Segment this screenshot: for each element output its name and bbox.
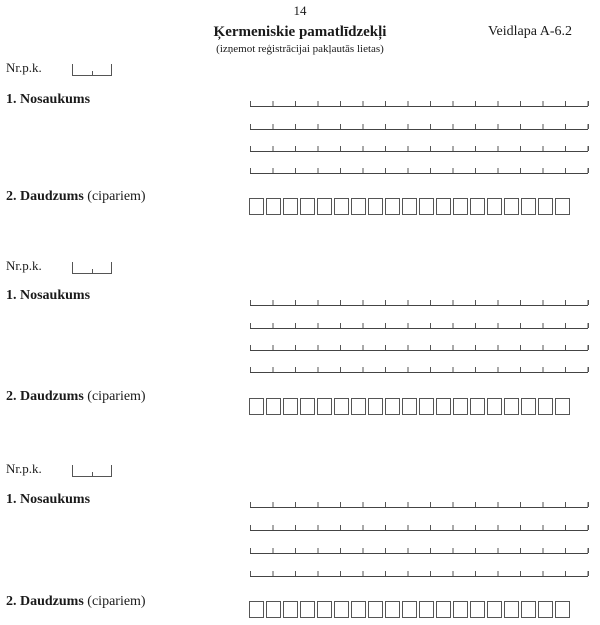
qty-digit-cell[interactable] xyxy=(317,198,332,215)
entry-2-qty-label-rest: (cipariem) xyxy=(83,389,146,404)
qty-digit-cell[interactable] xyxy=(283,398,298,415)
qty-digit-cell[interactable] xyxy=(385,398,400,415)
qty-digit-cell[interactable] xyxy=(249,601,264,618)
qty-digit-cell[interactable] xyxy=(266,198,281,215)
qty-digit-cell[interactable] xyxy=(436,398,451,415)
qty-digit-cell[interactable] xyxy=(334,601,349,618)
qty-digit-cell[interactable] xyxy=(436,601,451,618)
qty-digit-cell[interactable] xyxy=(487,198,502,215)
qty-digit-cell[interactable] xyxy=(351,198,366,215)
qty-digit-cell[interactable] xyxy=(538,601,553,618)
qty-digit-cell[interactable] xyxy=(300,398,315,415)
entry-2-name-line-1[interactable] xyxy=(250,295,588,306)
entry-3-qty-label-rest: (cipariem) xyxy=(83,594,146,609)
qty-digit-cell[interactable] xyxy=(538,198,553,215)
qty-digit-cell[interactable] xyxy=(555,198,570,215)
qty-digit-cell[interactable] xyxy=(317,601,332,618)
qty-digit-cell[interactable] xyxy=(555,398,570,415)
qty-digit-cell[interactable] xyxy=(402,198,417,215)
qty-digit-cell[interactable] xyxy=(249,398,264,415)
form-code: Veidlapa A-6.2 xyxy=(488,24,572,39)
qty-digit-cell[interactable] xyxy=(521,398,536,415)
qty-digit-cell[interactable] xyxy=(351,398,366,415)
entry-2-qty-label-bold: 2. Daudzums xyxy=(6,389,84,404)
entry-2-qty-digit-boxes[interactable] xyxy=(249,398,570,415)
qty-digit-cell[interactable] xyxy=(283,601,298,618)
entry-3-nr-input[interactable] xyxy=(72,465,112,477)
form-subtitle: (izņemot reģistrācijai pakļautās lietas) xyxy=(216,43,384,55)
entry-2-name-line-2[interactable] xyxy=(250,318,588,329)
qty-digit-cell[interactable] xyxy=(351,601,366,618)
qty-digit-cell[interactable] xyxy=(334,398,349,415)
entry-3-name-line-3[interactable] xyxy=(250,543,588,554)
entry-3-name-line-4[interactable] xyxy=(250,566,588,577)
qty-digit-cell[interactable] xyxy=(470,398,485,415)
qty-digit-cell[interactable] xyxy=(487,398,502,415)
qty-digit-cell[interactable] xyxy=(419,398,434,415)
qty-digit-cell[interactable] xyxy=(521,198,536,215)
qty-digit-cell[interactable] xyxy=(538,398,553,415)
qty-digit-cell[interactable] xyxy=(453,398,468,415)
entry-2-nr-label: Nr.p.k. xyxy=(6,258,42,273)
qty-digit-cell[interactable] xyxy=(453,601,468,618)
form-title: Ķermeniskie pamatlīdzekļi xyxy=(213,24,387,40)
qty-digit-cell[interactable] xyxy=(300,198,315,215)
entry-1-name-line-1[interactable] xyxy=(250,96,588,107)
qty-digit-cell[interactable] xyxy=(266,398,281,415)
qty-digit-cell[interactable] xyxy=(368,198,383,215)
entry-1-qty-label xyxy=(6,189,146,205)
qty-digit-cell[interactable] xyxy=(368,601,383,618)
entry-2-qty-label xyxy=(6,389,146,405)
qty-digit-cell[interactable] xyxy=(419,601,434,618)
qty-digit-cell[interactable] xyxy=(504,398,519,415)
entry-1-qty-digit-boxes[interactable] xyxy=(249,198,570,215)
entry-3-name-line-1[interactable] xyxy=(250,497,588,508)
qty-digit-cell[interactable] xyxy=(385,601,400,618)
qty-digit-cell[interactable] xyxy=(504,198,519,215)
qty-digit-cell[interactable] xyxy=(266,601,281,618)
qty-digit-cell[interactable] xyxy=(283,198,298,215)
entry-1-qty-label-bold: 2. Daudzums xyxy=(6,189,84,204)
qty-digit-cell[interactable] xyxy=(436,198,451,215)
entry-1-name-label: 1. Nosaukums xyxy=(6,92,91,107)
qty-digit-cell[interactable] xyxy=(521,601,536,618)
qty-digit-cell[interactable] xyxy=(402,398,417,415)
qty-digit-cell[interactable] xyxy=(385,198,400,215)
qty-digit-cell[interactable] xyxy=(334,198,349,215)
qty-digit-cell[interactable] xyxy=(487,601,502,618)
entry-1-qty-label-rest: (cipariem) xyxy=(83,189,146,204)
entry-3-qty-label-bold: 2. Daudzums xyxy=(6,594,84,609)
entry-3-name-label: 1. Nosaukums xyxy=(6,492,91,507)
entry-3-qty-label xyxy=(6,594,146,610)
qty-digit-cell[interactable] xyxy=(504,601,519,618)
entry-2-name-label: 1. Nosaukums xyxy=(6,288,91,303)
qty-digit-cell[interactable] xyxy=(300,601,315,618)
qty-digit-cell[interactable] xyxy=(555,601,570,618)
entry-1-name-line-2[interactable] xyxy=(250,119,588,130)
qty-digit-cell[interactable] xyxy=(249,198,264,215)
qty-digit-cell[interactable] xyxy=(368,398,383,415)
entry-2-name-line-4[interactable] xyxy=(250,362,588,373)
qty-digit-cell[interactable] xyxy=(453,198,468,215)
entry-2-name-line-3[interactable] xyxy=(250,340,588,351)
qty-digit-cell[interactable] xyxy=(317,398,332,415)
page-number: 14 xyxy=(293,3,307,18)
qty-digit-cell[interactable] xyxy=(402,601,417,618)
entry-2-nr-input[interactable] xyxy=(72,262,112,274)
entry-1-nr-label: Nr.p.k. xyxy=(6,60,42,75)
qty-digit-cell[interactable] xyxy=(419,198,434,215)
entry-3-qty-digit-boxes[interactable] xyxy=(249,601,570,618)
entry-1-nr-input[interactable] xyxy=(72,64,112,76)
entry-1-name-line-4[interactable] xyxy=(250,163,588,174)
qty-digit-cell[interactable] xyxy=(470,601,485,618)
qty-digit-cell[interactable] xyxy=(470,198,485,215)
entry-3-nr-label: Nr.p.k. xyxy=(6,461,42,476)
entry-3-name-line-2[interactable] xyxy=(250,520,588,531)
entry-1-name-line-3[interactable] xyxy=(250,141,588,152)
